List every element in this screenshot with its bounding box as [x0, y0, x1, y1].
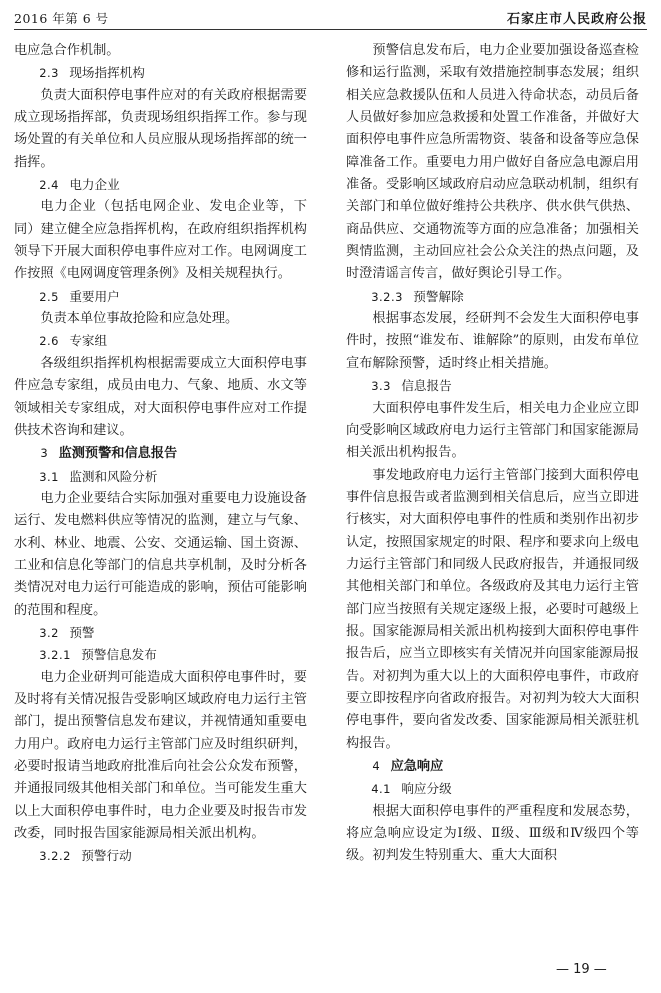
heading-number: 3.2.3 [371, 289, 403, 304]
heading-title: 预警解除 [413, 288, 464, 304]
heading-number: 2.4 [39, 178, 59, 193]
heading-number: 2.6 [39, 334, 59, 349]
paragraph: 根据大面积停电事件的严重程度和发展态势，将应急响应设定为Ⅰ级、Ⅱ级、Ⅲ级和Ⅳ级四个等级。初判发生特别重大、重大大面积 [346, 803, 639, 864]
page-number: — 19 — [556, 962, 607, 977]
subsection-heading [14, 330, 307, 352]
heading-title: 预警信息发布 [81, 647, 157, 663]
paragraph: 大面积停电事件发生后，相关电力企业应立即向受影响区域政府电力运行主管部门和国家能源局相关派出机构报告。 [346, 400, 639, 461]
heading-title: 监测预警和信息报告 [58, 446, 178, 462]
subsection-heading [346, 375, 639, 397]
heading-number: 3.2.1 [39, 648, 71, 663]
header-rule [14, 29, 647, 30]
subsection-heading [14, 644, 307, 666]
heading-title: 现场指挥机构 [69, 65, 145, 81]
right-column [346, 40, 639, 868]
section-heading [346, 755, 639, 778]
heading-title: 电力企业 [69, 177, 120, 193]
paragraph: 电力企业研判可能造成大面积停电事件时，要及时将有关情况报告受影响区域政府电力运行主管部门，提出预警信息发布建议，并视情通知重要电力用户。政府电力运行主管部门应及时组织研判，必要时报请当地政府批准后向社会公众发布预警，并通报同级其他相关部门和单位。当可能发生重大以上大面积停电事件时，电力企业要及时报告市发改委，同时报告国家能源局相关派出机构。 [14, 669, 307, 842]
heading-number: 4.1 [371, 782, 391, 797]
heading-number: 4 [372, 759, 381, 773]
subsection-heading [14, 62, 307, 84]
paragraph: 电力企业（包括电网企业、发电企业等，下同）建立健全应急指挥机构，在政府组织指挥机构领导下开展大面积停电事件应对工作。电网调度工作按照《电网调度管理条例》及相关规程执行。 [14, 199, 307, 282]
heading-title: 应急响应 [390, 759, 444, 774]
heading-number: 3.2.2 [39, 849, 71, 864]
heading-title: 响应分级 [401, 781, 452, 797]
subsection-heading [14, 174, 307, 196]
heading-title: 重要用户 [69, 288, 120, 304]
paragraph: 预警信息发布后，电力企业要加强设备巡查检修和运行监测，采取有效措施控制事态发展；组织相关应急救援队伍和人员进入待命状态，动员后备人员做好参加应急救援和处置工作准备，并做好大面积停电事件应急所需物资、装备和设备等应急保障准备工作。重要电力用户做好自备应急电源启用准备。受影响区域政府启动应急联动机制，组织有关部门和单位做好维持公共秩序、供水供气供热、商品供应、交通物流等方面的应急准备；加强相关舆情监测，主动回应社会公众关注的热点问题，及时澄清谣言传言，做好舆论引导工作。 [346, 43, 639, 282]
section-heading [14, 442, 307, 465]
heading-title: 专家组 [69, 333, 108, 349]
subsection-heading [14, 466, 307, 488]
paragraph: 电应急合作机制。 [14, 43, 120, 58]
subsection-heading [346, 286, 639, 308]
subsection-heading [346, 778, 639, 800]
paragraph: 各级组织指挥机构根据需要成立大面积停电事件应急专家组，成员由电力、气象、地质、水文等领域相关专家组成，对大面积停电事件应对工作提供技术咨询和建议。 [14, 355, 307, 438]
paragraph: 电力企业要结合实际加强对重要电力设施设备运行、发电燃料供应等情况的监测，建立与气象、水利、林业、地震、公安、交通运输、国土资源、工业和信息化等部门的信息共享机制，及时分析各类情况对电力运行可能造成的影响，预估可能影响的范围和程度。 [14, 490, 307, 618]
paragraph: 根据事态发展，经研判不会发生大面积停电事件时，按照“谁发布、谁解除”的原则，由发布单位宣布解除预警，适时终止相关措施。 [346, 311, 639, 371]
heading-title: 信息报告 [401, 378, 452, 394]
left-column [14, 40, 307, 868]
journal-title: 石家庄市人民政府公报 [506, 12, 647, 27]
paragraph: 负责本单位事故抢险和应急处理。 [40, 311, 239, 327]
heading-number: 3 [40, 446, 49, 461]
heading-number: 3.2 [39, 625, 59, 640]
heading-title: 预警 [69, 624, 95, 640]
paragraph: 负责大面积停电事件应对的有关政府根据需要成立现场指挥部，负责现场组织指挥工作。参与现场处置的有关单位和人员应服从现场指挥部的统一指挥。 [14, 87, 307, 170]
heading-number: 3.1 [39, 469, 59, 484]
heading-number: 2.5 [39, 289, 59, 304]
heading-title: 监测和风险分析 [69, 468, 158, 484]
running-header [14, 6, 647, 28]
paragraph: 事发地政府电力运行主管部门接到大面积停电事件信息报告或者监测到相关信息后，应当立即进行核实，对大面积停电事件的性质和类别作出初步认定，按照国家规定的时限、程序和要求向上级电力运行主管部门和同级人民政府报告，并通报同级其他相关部门和单位。各级政府及其电力运行主管部门应当按照有关规定逐级上报，必要时可越级上报。国家能源局相关派出机构接到大面积停电事件报告后，应当立即核实有关情况并向国家能源局报告。对初判为重大以上的大面积停电事件，市政府要立即按程序向省政府报告。对初判为较大大面积停电事件，要向省发改委、国家能源局相关派驻机构报告。 [346, 467, 639, 751]
heading-number: 3.3 [371, 379, 391, 394]
subsection-heading [14, 845, 307, 867]
heading-number: 2.3 [39, 66, 59, 81]
heading-title: 预警行动 [81, 848, 132, 864]
issue-number: 2016 年第 6 号 [14, 11, 109, 26]
subsection-heading [14, 622, 307, 644]
subsection-heading [14, 286, 307, 308]
